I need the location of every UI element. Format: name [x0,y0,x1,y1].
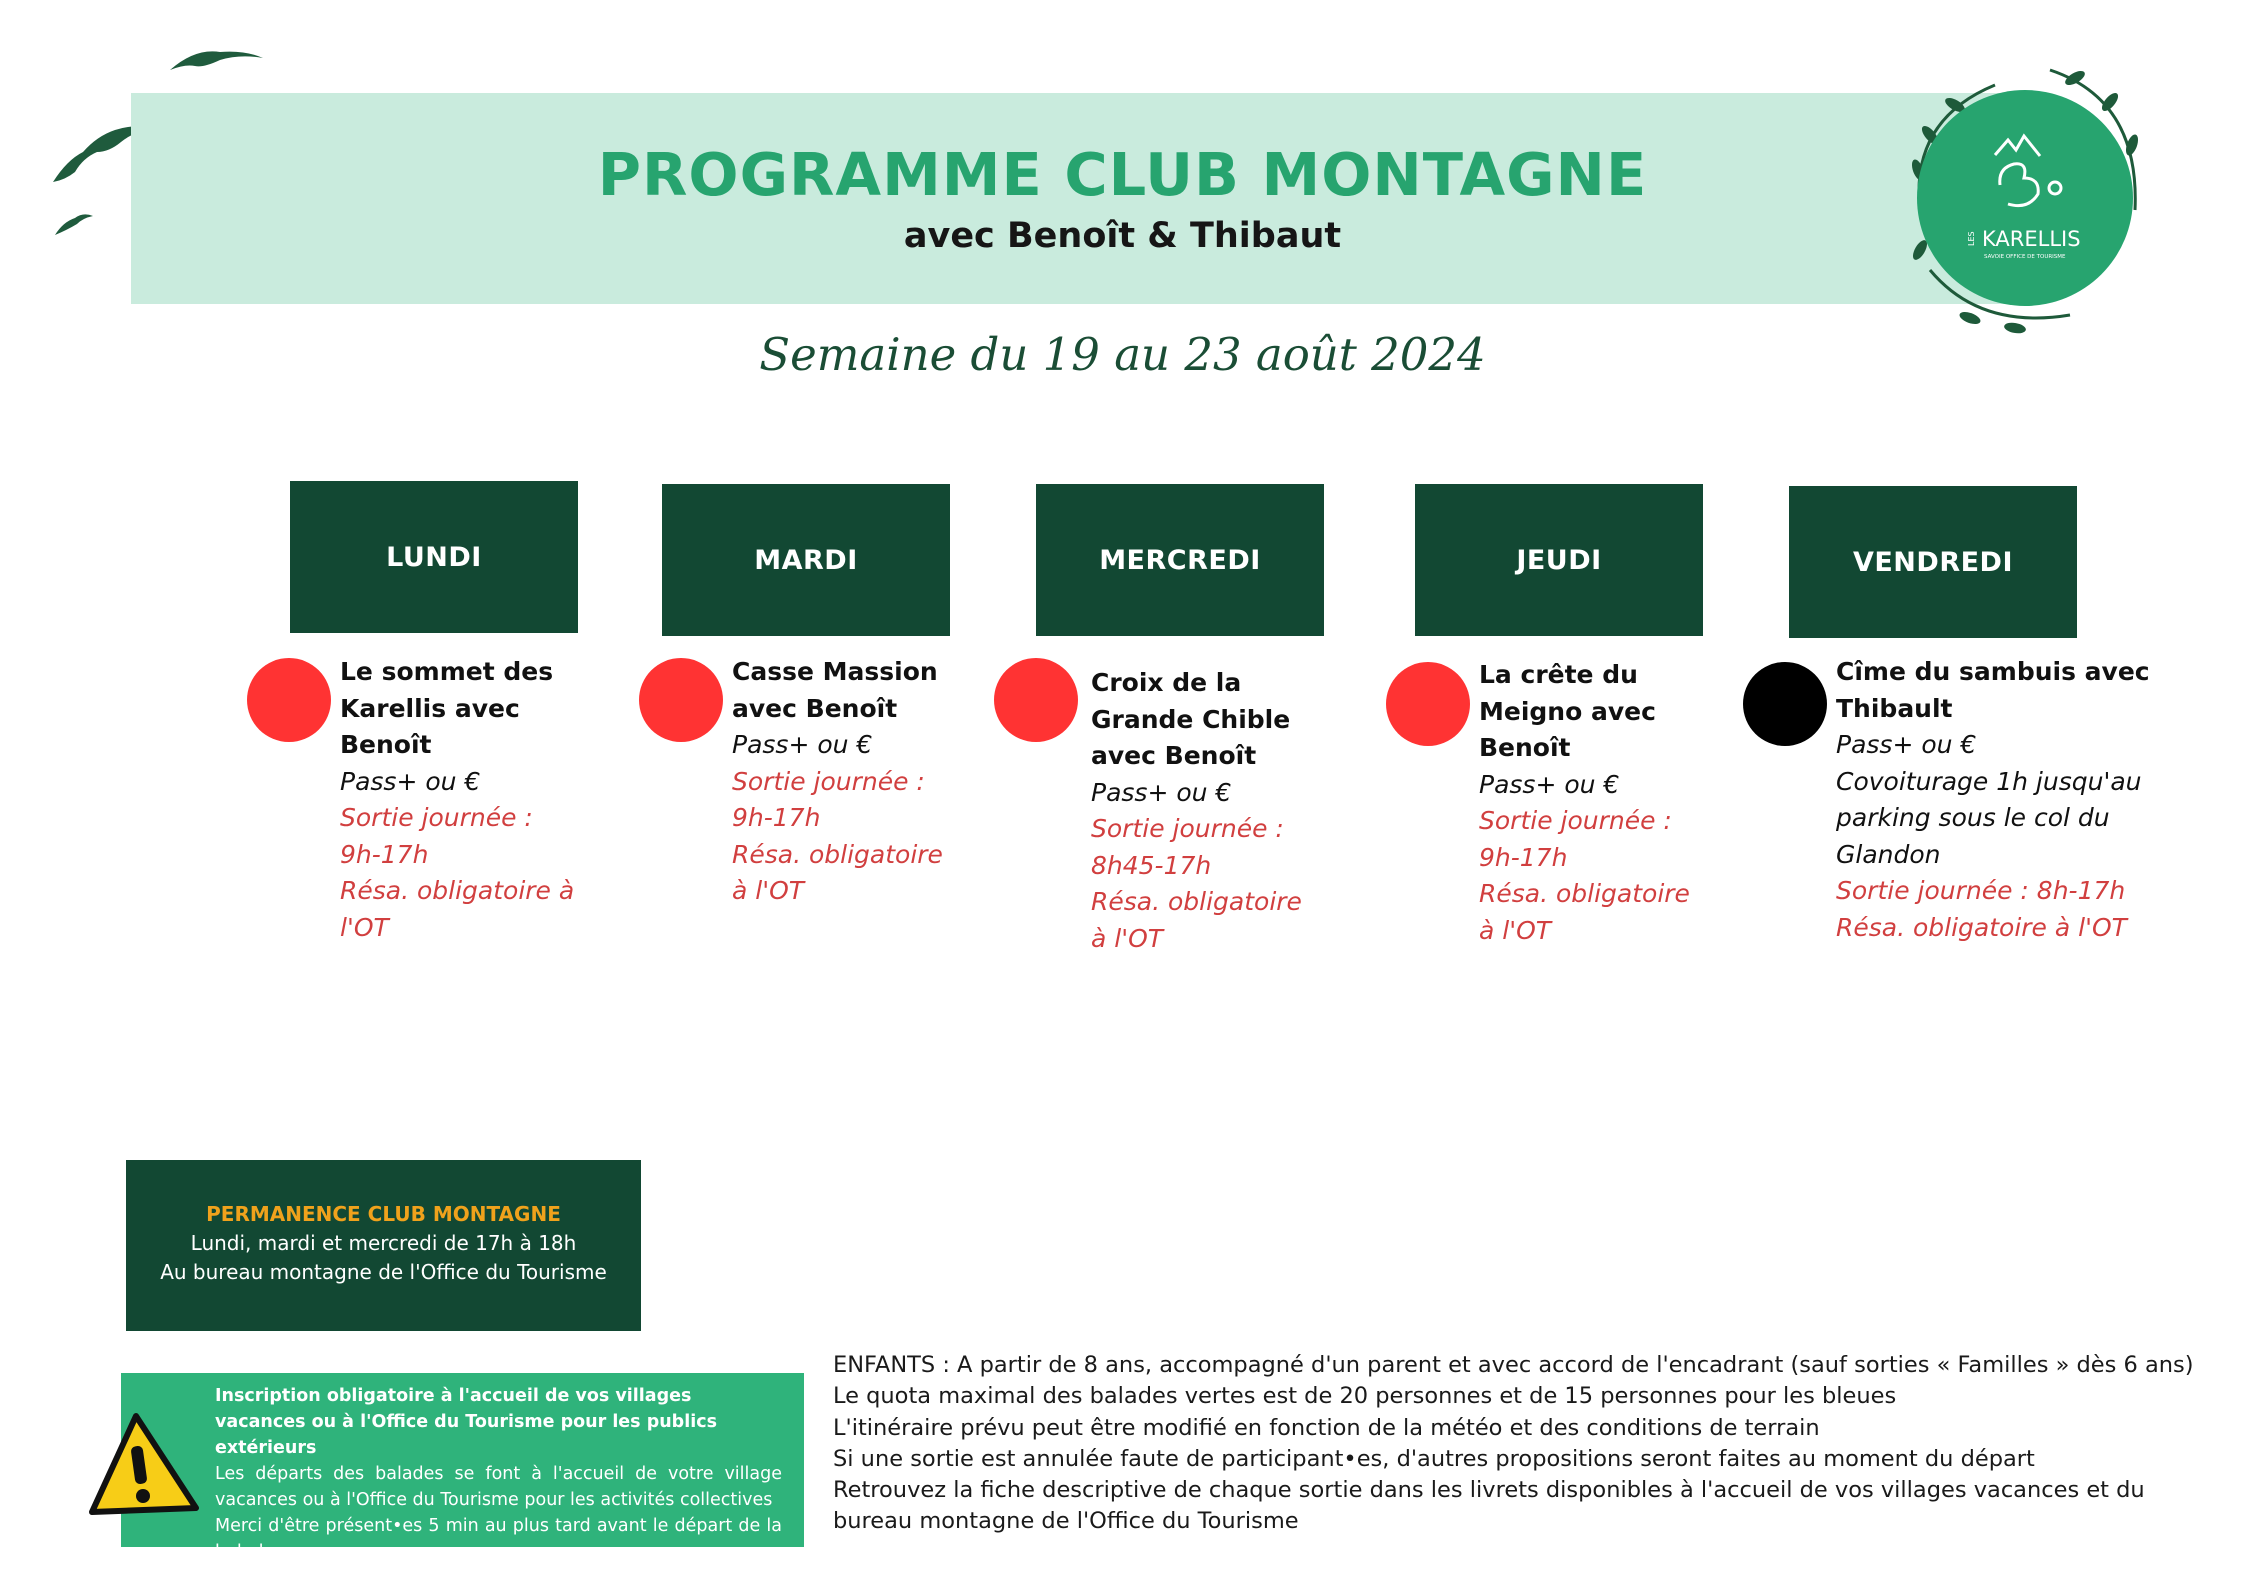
activity-info-line: 9h-17h [1479,842,1568,872]
activity-info-line: Sortie journée : [732,766,925,796]
activity-info-line: Résa. obligatoire à l'OT [1836,912,2127,942]
activity-info-line: Résa. obligatoire [1479,879,1690,908]
note-line: Si une sortie est annulée faute de participant•es, d'autres propositions seront faites au moment du départ [833,1445,2035,1472]
activity-info-line: à l'OT [1091,923,1164,953]
note-line: Le quota maximal des balades vertes est de 20 personnes et de 15 personnes pour les bleues [833,1383,1897,1410]
activity-info-line: à l'OT [1479,915,1552,945]
activity-info-line: Covoiturage 1h jusqu'au [1836,766,2142,796]
permanence-heading: PERMANENCE CLUB MONTAGNE [206,1202,561,1226]
activity-pass: Pass+ ou € [1836,730,1977,759]
activity-title-line: Benoît [340,730,432,759]
activity-info-line: Sortie journée : 8h-17h [1836,876,2126,905]
activity-info-line: 8h45-17h [1091,850,1212,880]
activity-title-line: Cîme du sambuis avec [1836,657,2150,686]
activity-info-line: Glandon [1836,839,1941,869]
day-header-vendredi: VENDREDI [1789,486,2077,638]
activity-info-line: parking sous le col du [1836,803,2110,832]
activity-title-line: Le sommet des [340,657,554,686]
activity-info-line: 9h-17h [732,803,821,832]
activity-info-line: l'OT [340,912,389,942]
inscription-text: Merci d'être présent•es 5 min au plus tard avant le départ de la balade [215,1516,782,1562]
activity-title-line: avec Benoît [1091,741,1257,770]
inscription-bold-text: Inscription obligatoire à l'accueil de vos villages vacances ou à l'Office du Tourisme pour les publics extérieurs [215,1386,717,1458]
page-subtitle: avec Benoît & Thibaut [903,216,1342,256]
activity-info-line: Résa. obligatoire [732,839,943,869]
activity-card-lundi [340,654,640,946]
activity-pass: Pass+ ou € [732,730,873,759]
activity-pass: Pass+ ou € [340,766,481,796]
day-header-lundi: LUNDI [290,481,578,633]
activity-pass: Pass+ ou € [1091,777,1232,807]
week-heading: Semaine du 19 au 23 août 2024 [759,328,1486,381]
notes-block [833,1350,2213,1538]
permanence-line: Lundi, mardi et mercredi de 17h à 18h [190,1231,577,1255]
page-title: PROGRAMME CLUB MONTAGNE [597,140,1648,209]
permanence-line: Au bureau montagne de l'Office du Tourisme [160,1260,607,1284]
activity-info-line: Résa. obligatoire [1091,887,1302,916]
activity-title-line: avec Benoît [732,693,898,723]
activity-info-line: Sortie journée : [1479,806,1672,835]
activity-title-line: Grande Chible [1091,704,1291,734]
note-line: Retrouvez la fiche descriptive de chaque sortie dans les livrets disponibles à l'accueil de vos villages vacances et du bureau montagne de l'Office du Tourisme [833,1477,2145,1535]
svg-text:SAVOIE OFFICE DE TOURISME: SAVOIE OFFICE DE TOURISME [1984,254,2066,260]
activity-title-line: La crête du [1479,660,1638,689]
activity-title-line: Benoît [1479,733,1571,762]
difficulty-dot-red [639,658,723,742]
activity-title-line: Casse Massion [732,657,938,686]
difficulty-dot-red [1386,662,1470,746]
day-header-jeudi: JEUDI [1415,484,1703,636]
inscription-box [121,1373,804,1562]
warning-icon [86,1410,200,1520]
note-line: ENFANTS : A partir de 8 ans, accompagné d'un parent et avec accord de l'encadrant (sauf sorties « Familles » dès 6 ans) [833,1352,2194,1378]
activity-card-mardi [732,654,1032,910]
activity-info-line: Sortie journée : [1091,814,1284,843]
difficulty-dot-red [247,658,331,742]
note-line: L'itinéraire prévu peut être modifié en fonction de la météo et des conditions de terrain [833,1414,1820,1441]
activity-card-vendredi [1836,654,2176,946]
day-header-mardi: MARDI [662,484,950,636]
activity-info-line: Sortie journée : [340,803,533,832]
permanence-box [126,1160,641,1331]
activity-card-mercredi [1091,665,1391,957]
activity-title-line: Karellis avec [340,693,520,723]
svg-text:KARELLIS: KARELLIS [1982,227,2081,251]
activity-info-line: 9h-17h [340,839,429,869]
activity-title-line: Meigno avec [1479,696,1656,726]
day-header-mercredi: MERCREDI [1036,484,1324,636]
karellis-logo [1900,60,2150,335]
svg-text:LES: LES [1967,231,1976,246]
activity-card-jeudi [1479,657,1779,949]
activity-title-line: Croix de la [1091,668,1242,697]
activity-pass: Pass+ ou € [1479,769,1620,799]
activity-info-line: Résa. obligatoire à [340,876,575,905]
inscription-text: Les départs des balades se font à l'accueil de votre village vacances ou à l'Office du Tourisme pour les activités collectives [215,1464,782,1510]
activity-title-line: Thibault [1836,693,1953,723]
activity-info-line: à l'OT [732,876,805,905]
